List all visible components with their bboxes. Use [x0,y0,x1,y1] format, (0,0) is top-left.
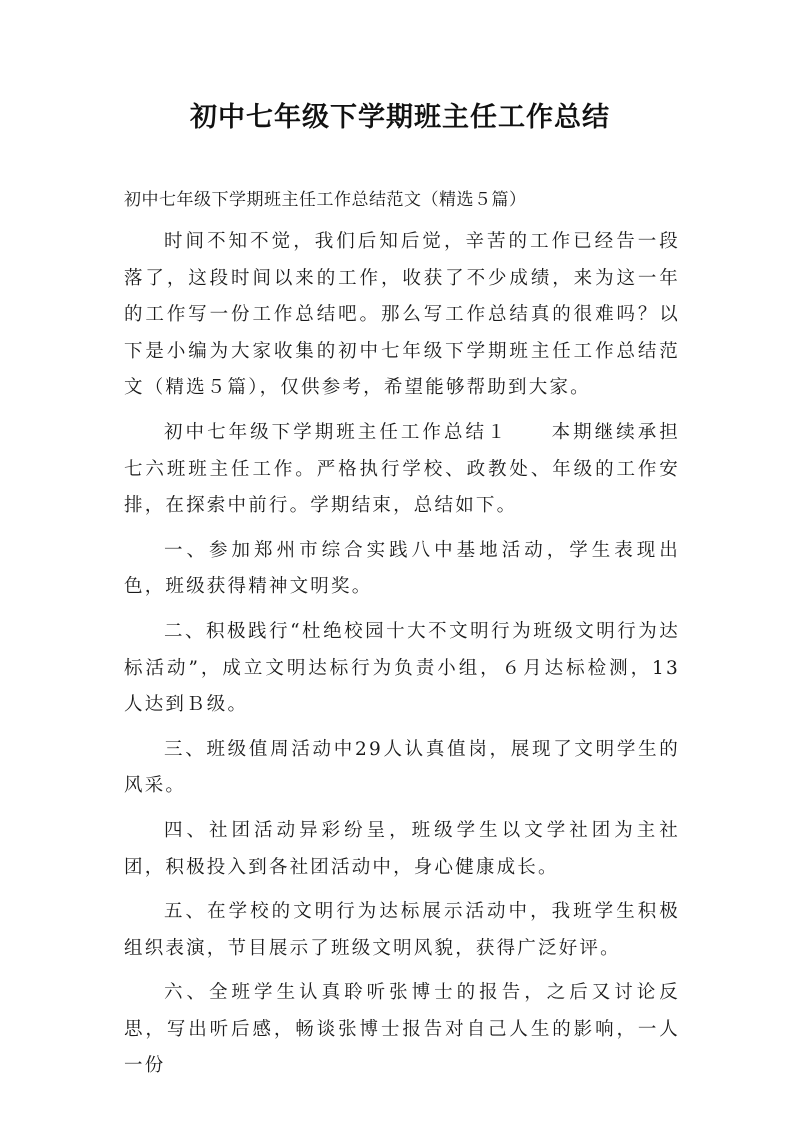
paragraph-item-4: 四、社团活动异彩纷呈，班级学生以文学社团为主社团，积极投入到各社团活动中，身心健康成长。 [124,819,680,878]
paragraph-summary-1: 初中七年级下学期班主任工作总结１ 本期继续承担七六班班主任工作。严格执行学校、政教处、年级的工作安排，在探索中前行。学期结束，总结如下。 [124,421,680,517]
document-title: 初中七年级下学期班主任工作总结 [190,102,610,133]
document-subtitle: 初中七年级下学期班主任工作总结范文（精选５篇） [124,190,527,210]
document-body [124,224,680,1093]
paragraph-item-3: 三、班级值周活动中29人认真值岗，展现了文明学生的风采。 [124,738,680,797]
paragraph-item-5: 五、在学校的文明行为达标展示活动中，我班学生积极组织表演，节目展示了班级文明风貌，获得广泛好评。 [124,901,680,959]
paragraph-item-1: 一、参加郑州市综合实践八中基地活动，学生表现出色，班级获得精神文明奖。 [124,539,680,598]
paragraph-item-6: 六、全班学生认真聆听张博士的报告，之后又讨论反思，写出听后感，畅谈张博士报告对自己人生的影响，一人一份 [124,982,680,1077]
paragraph-item-2: 二、积极践行“杜绝校园十大不文明行为班级文明行为达标活动”，成立文明达标行为负责小组，６月达标检测，13人达到Ｂ级。 [124,620,680,716]
paragraph-intro: 时间不知不觉，我们后知后觉，辛苦的工作已经告一段落了，这段时间以来的工作，收获了不少成绩，来为这一年的工作写一份工作总结吧。那么写工作总结真的很难吗？以下是小编为大家收集的初中七年级下学期班主任工作总结范文（精选５篇），仅供参考，希望能够帮助到大家。 [124,231,680,399]
